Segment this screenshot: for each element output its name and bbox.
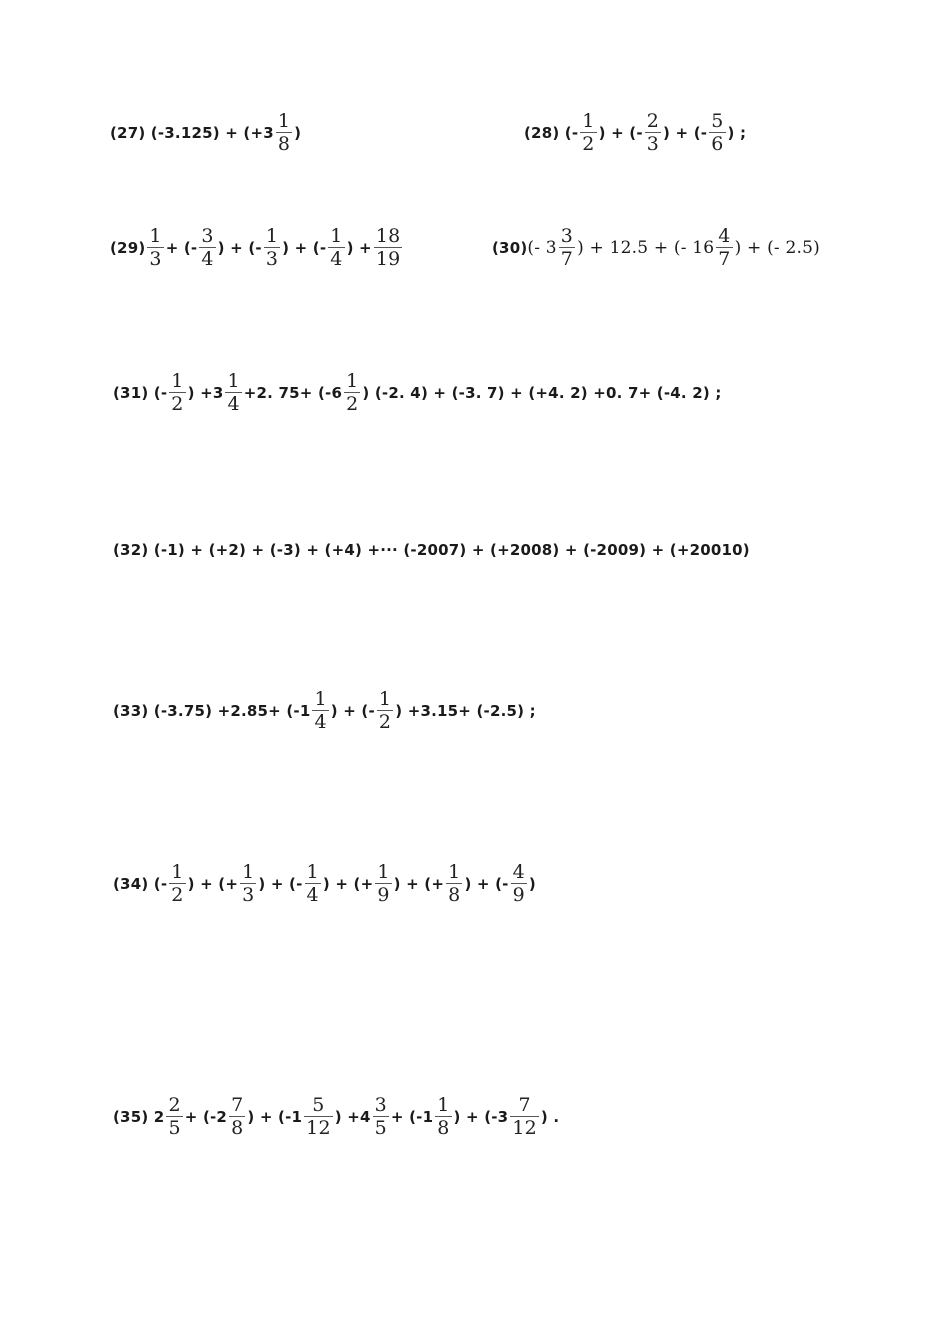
problem-33 [113,688,536,733]
fraction [580,110,596,155]
fraction [377,688,393,733]
fraction-denominator: 8 [437,1117,450,1139]
fraction-denominator: 8 [277,133,291,155]
fraction-numerator: 5 [711,110,724,132]
fraction-numerator: 4 [512,861,525,883]
expression-text: ) + 12.5 + (- 16 [577,237,715,258]
fraction [240,861,256,906]
fraction-numerator: 1 [346,370,359,392]
expression-text: ) + (-1 [247,1107,303,1126]
fraction-denominator: 9 [377,884,390,906]
fraction [147,225,163,270]
expression-text: ) + (- [663,123,708,142]
expression-text: + (-1 [390,1107,434,1126]
expression-text: ) [294,123,302,142]
expression-text: (30) [492,238,528,257]
expression-text: (33) (-3.75) +2.85+ (-1 [113,701,311,720]
expression-text: ) + (- [258,874,303,893]
problem-30 [492,225,820,270]
fraction [375,861,391,906]
fraction [709,110,725,155]
fraction [264,225,280,270]
fraction-denominator: 6 [711,133,724,155]
fraction-numerator: 1 [149,225,162,247]
fraction [373,1094,389,1139]
fraction-denominator: 4 [227,393,240,415]
fraction [169,861,185,906]
fraction [374,225,403,270]
expression-text: (29) [110,238,146,257]
expression-text: (35) 2 [113,1107,165,1126]
expression-text: ) +4 [334,1107,371,1126]
expression-text: ) . [540,1107,560,1126]
fraction-denominator: 3 [149,248,162,270]
fraction [166,1094,182,1139]
expression-text: ) + (+ [393,874,445,893]
problem-29 [110,225,404,270]
fraction-numerator: 1 [242,861,255,883]
fraction-numerator: 2 [168,1094,181,1116]
expression-text: ) + (-3 [453,1107,509,1126]
fraction-numerator: 1 [277,110,291,132]
fraction [328,225,344,270]
expression-text: ) +3.15+ (-2.5) ; [395,701,536,720]
fraction-numerator: 1 [171,370,184,392]
expression-text: + (- [165,238,198,257]
problem-27 [110,110,301,155]
fraction-numerator: 2 [646,110,660,132]
expression-text: (34) (- [113,874,168,893]
fraction-numerator: 1 [448,861,461,883]
expression-text: ) ; [727,123,747,142]
fraction-denominator: 9 [512,884,525,906]
fraction [305,861,321,906]
fraction [510,1094,539,1139]
problem-35 [113,1094,559,1139]
problem-28 [524,110,746,155]
expression-text: ) + (- [464,874,509,893]
fraction-numerator: 3 [201,225,214,247]
fraction-numerator: 1 [378,688,392,710]
fraction-numerator: 1 [171,861,184,883]
fraction [199,225,215,270]
expression-text: + (-2 [184,1107,228,1126]
fraction-numerator: 1 [227,370,240,392]
fraction-denominator: 2 [171,884,184,906]
expression-text: ) + (+ [187,874,239,893]
fraction [446,861,462,906]
expression-text: ) + (- [330,701,375,720]
fraction [716,225,732,270]
fraction-numerator: 5 [312,1094,325,1116]
fraction-numerator: 18 [375,225,401,247]
fraction-numerator: 1 [314,688,327,710]
fraction-denominator: 7 [718,248,731,270]
fraction-numerator: 1 [437,1094,450,1116]
expression-text: ) + (- [282,238,327,257]
fraction-denominator: 19 [375,248,401,270]
fraction-denominator: 7 [560,248,574,270]
fraction-numerator: 1 [306,861,319,883]
fraction-numerator: 7 [231,1094,244,1116]
expression-text: ) + (+ [322,874,374,893]
fraction-numerator: 1 [377,861,390,883]
expression-text: (31) (- [113,383,168,402]
fraction-denominator: 8 [231,1117,244,1139]
expression-text: ) + [346,238,372,257]
fraction-denominator: 3 [242,884,255,906]
fraction-numerator: 7 [518,1094,531,1116]
fraction-denominator: 2 [582,133,595,155]
expression-text: (- 3 [527,237,557,258]
fraction [276,110,292,155]
expression-text: ) +3 [187,383,224,402]
fraction [559,225,575,270]
fraction [511,861,527,906]
fraction-numerator: 3 [560,225,574,247]
fraction [169,370,185,415]
fraction [304,1094,333,1139]
problem-31 [113,370,722,415]
fraction-denominator: 2 [171,393,184,415]
fraction-denominator: 4 [306,884,319,906]
fraction [312,688,328,733]
fraction-denominator: 3 [646,133,660,155]
expression-text: ) (-2. 4) + (-3. 7) + (+4. 2) +0. 7+ (-4. 2) ; [362,383,722,402]
fraction-denominator: 4 [201,248,214,270]
fraction-denominator: 4 [330,248,343,270]
fraction-numerator: 1 [330,225,343,247]
expression-text: ) + (- 2.5) [734,237,820,258]
fraction [645,110,661,155]
fraction [225,370,241,415]
expression-text: (32) (-1) + (+2) + (-3) + (+4) +··· (-2007) + (+2008) + (-2009) + (+20010) [113,541,750,559]
fraction-denominator: 4 [314,711,327,733]
fraction-denominator: 2 [346,393,359,415]
expression-text: +2. 75+ (-6 [243,383,343,402]
expression-text: ) [528,874,536,893]
fraction [229,1094,245,1139]
fraction-denominator: 5 [374,1117,387,1139]
fraction-numerator: 4 [718,225,731,247]
fraction [344,370,360,415]
expression-text: ) + (- [598,123,643,142]
fraction-denominator: 12 [306,1117,331,1139]
expression-text: ) + (- [217,238,262,257]
fraction-denominator: 12 [512,1117,537,1139]
fraction-denominator: 5 [168,1117,181,1139]
fraction-denominator: 2 [378,711,392,733]
expression-text: (27) (-3.125) + (+3 [110,123,274,142]
fraction-numerator: 1 [582,110,595,132]
fraction-numerator: 3 [374,1094,387,1116]
problem-32 [113,541,750,559]
fraction-numerator: 1 [265,225,279,247]
expression-text: (28) (- [524,123,579,142]
fraction-denominator: 8 [448,884,461,906]
fraction-denominator: 3 [265,248,279,270]
fraction [435,1094,451,1139]
problem-34 [113,861,536,906]
